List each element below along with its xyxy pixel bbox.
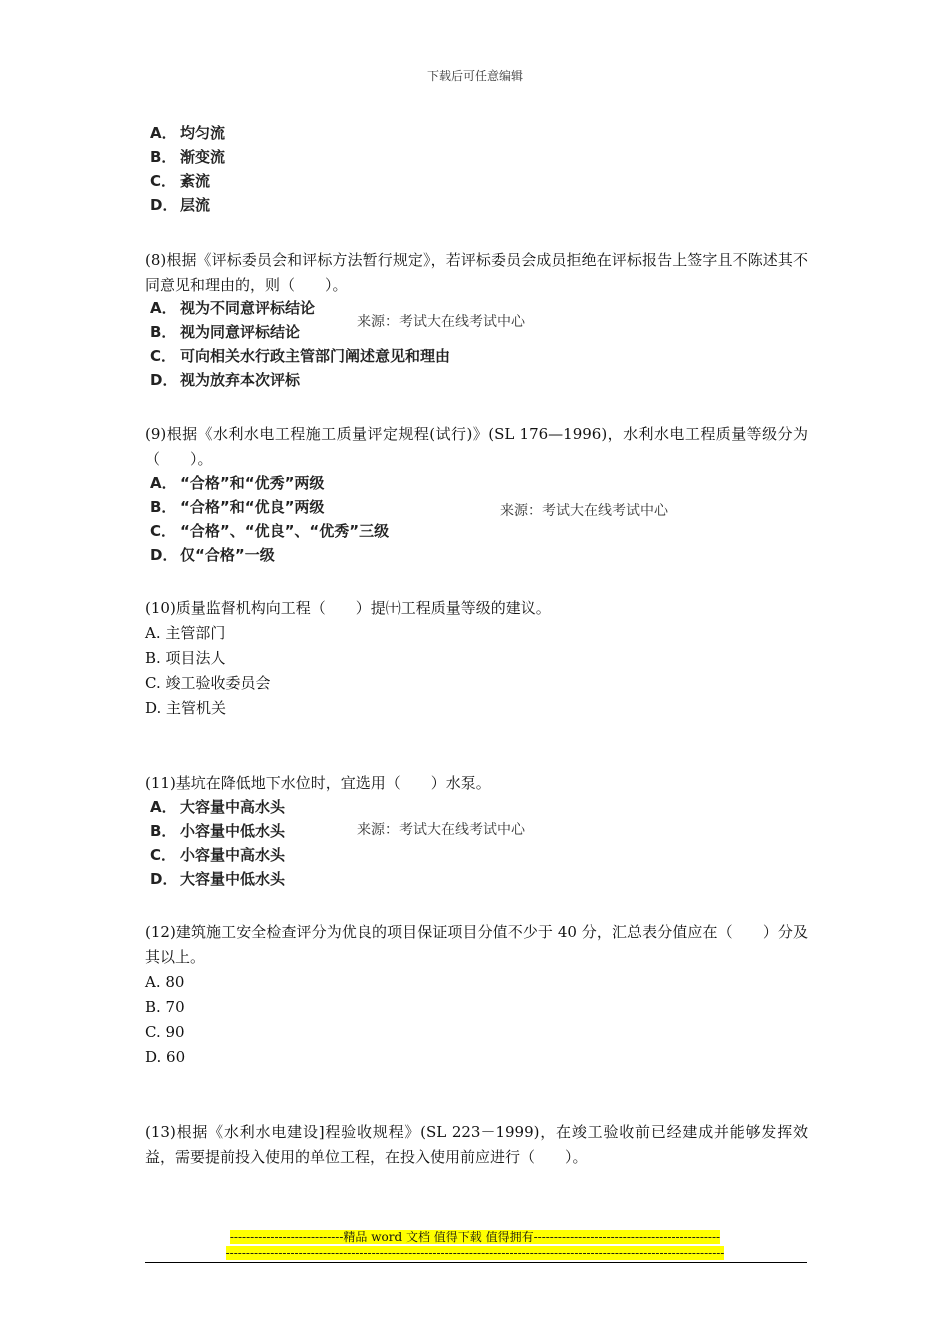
source-watermark: 来源：考试大在线考试中心 bbox=[357, 314, 525, 330]
question-9 bbox=[145, 422, 808, 472]
question-text: (8)根据《评标委员会和评标方法暂行规定》，若评标委员会成员拒绝在评标报告上签字且不陈述其不同意见和理由的，则（ ）。 bbox=[145, 251, 808, 294]
option-a: A． 大容量中高水头 bbox=[150, 798, 286, 816]
option-b: B． “合格”和“优良”两级 bbox=[150, 498, 325, 516]
footer-dashes: --------------------------------------------------------------------------------------------------------------------------- bbox=[225, 1246, 725, 1260]
q9-options-image bbox=[150, 471, 389, 567]
footer-rule bbox=[145, 1262, 807, 1263]
page-header: 下载后可任意编辑 bbox=[426, 69, 523, 83]
option-a: A. 主管部门 bbox=[145, 624, 226, 642]
option-d: D. 60 bbox=[145, 1048, 186, 1066]
option-b: B． 小容量中低水头 bbox=[150, 822, 286, 840]
option-a: A. 80 bbox=[145, 973, 185, 991]
option-b: B． 视为同意评标结论 bbox=[150, 323, 301, 341]
option-c: C． 紊流 bbox=[150, 172, 211, 190]
question-text: (10)质量监督机构向工程（ ）提㈩工程质量等级的建议。 bbox=[145, 599, 551, 617]
option-b: B. 70 bbox=[145, 998, 185, 1016]
option-d: D． 大容量中低水头 bbox=[150, 870, 286, 888]
question-text: (13)根据《水利水电建设]程验收规程》(SL 223－1999)，在竣工验收前已经建成并能够发挥效益，需要提前投入使用的单位工程，在投入使用前应进行（ ）。 bbox=[145, 1123, 808, 1166]
option-d: D． 层流 bbox=[150, 196, 211, 214]
option-d: D． 视为放弃本次评标 bbox=[150, 371, 301, 389]
option-d: D． 仅“合格”一级 bbox=[150, 546, 275, 564]
source-watermark: 来源：考试大在线考试中心 bbox=[357, 822, 525, 838]
question-8 bbox=[145, 248, 808, 298]
option-c: C． “合格”、“优良”、“优秀”三级 bbox=[150, 522, 390, 540]
option-c: C. 90 bbox=[145, 1023, 185, 1041]
option-a: A． 均匀流 bbox=[150, 124, 226, 142]
source-watermark: 来源：考试大在线考试中心 bbox=[500, 503, 668, 519]
option-a: A． “合格”和“优秀”两级 bbox=[150, 474, 325, 492]
option-c: C． 可向相关水行政主管部门阐述意见和理由 bbox=[150, 347, 451, 365]
option-b: B. 项目法人 bbox=[145, 649, 226, 667]
option-a: A． 视为不同意评标结论 bbox=[150, 299, 316, 317]
option-b: B． 渐变流 bbox=[150, 148, 226, 166]
question-text: (12)建筑施工安全检查评分为优良的项目保证项目分值不少于 40 分，汇总表分值应在（ ）分及其以上。 bbox=[145, 923, 808, 966]
footer-text: ----------------------------精品 word 文档 值得下载 值得拥有---------------------------------------------- bbox=[229, 1230, 721, 1244]
question-text: (9)根据《水利水电工程施工质量评定规程(试行)》(SL 176—1996)，水利水电工程质量等级分为（ ）。 bbox=[145, 425, 808, 468]
question-10 bbox=[145, 596, 808, 721]
option-d: D. 主管机关 bbox=[145, 699, 227, 717]
footer-banner-line1 bbox=[0, 1229, 950, 1245]
block1-options-image bbox=[150, 121, 225, 217]
question-text: (11)基坑在降低地下水位时，宜选用（ ）水泵。 bbox=[145, 774, 491, 792]
option-c: C． 小容量中高水头 bbox=[150, 846, 286, 864]
question-12 bbox=[145, 920, 808, 1070]
q11-options-image bbox=[150, 795, 285, 891]
footer-banner-line2 bbox=[0, 1245, 950, 1261]
option-c: C. 竣工验收委员会 bbox=[145, 674, 271, 692]
question-11 bbox=[145, 771, 808, 796]
question-13 bbox=[145, 1120, 808, 1170]
